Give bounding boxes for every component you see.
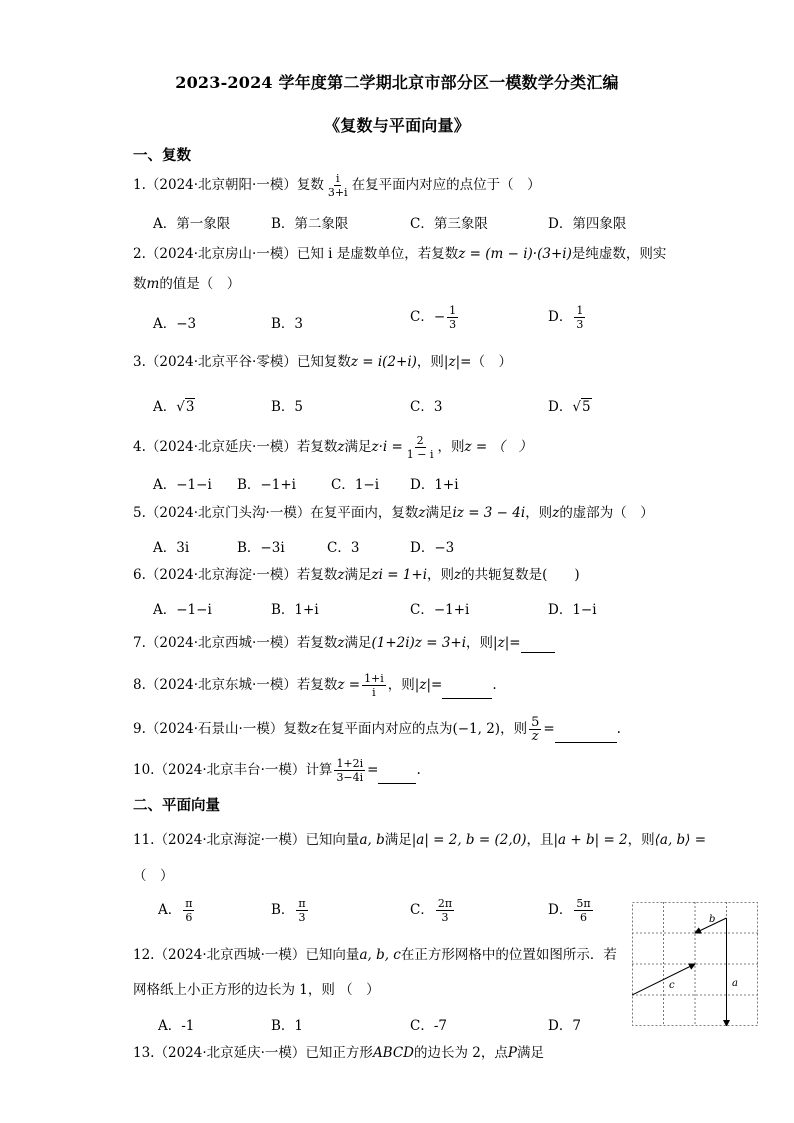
question-1: 1.（2024·北京朝阳·一模）复数 $\frac{i}{3+i}$ 在复平面内对应的点位于（ ） [133,172,541,199]
option-b[interactable]: B． $\frac{\pi}{3}$ [271,897,306,924]
answer-blank[interactable] [442,684,492,699]
question-5: 5.（2024·北京门头沟·一模）在复平面内，复数z满足iz = 3 − 4i，则z的虚部为（ ） [133,505,654,521]
option-a[interactable]: A．3i [153,540,190,556]
option-a[interactable]: A．−3 [153,316,197,332]
option-a[interactable]: A．−1−i [153,477,212,493]
option-b[interactable]: B．−1+i [237,477,296,493]
question-10: 10.（2024·北京丰台·一模）计算 $\frac{1+2i}{3-4i}$ = . [133,757,421,784]
option-d[interactable]: D．1+i [410,477,459,493]
question-13: 13.（2024·北京延庆·一模）已知正方形ABCD的边长为 2，点P满足 [133,1045,544,1061]
section-heading-vectors: 二、平面向量 [133,797,220,814]
option-c[interactable]: C．− $\frac{1}{3}$ [410,304,457,331]
option-c[interactable]: C．1−i [331,477,380,493]
option-b[interactable]: B．1 [271,1018,304,1034]
option-c[interactable]: C．−1+i [410,602,470,618]
option-d[interactable]: D． $\frac{1}{3}$ [548,304,584,331]
option-b[interactable]: B．−3i [237,540,285,556]
page-title: 2023-2024 学年度第二学期北京市部分区一模数学分类汇编 [175,73,619,92]
option-b[interactable]: B．3 [271,316,304,332]
page-subtitle: 《复数与平面向量》 [324,116,470,135]
option-c[interactable]: C．3 [410,399,443,415]
option-d[interactable]: D．1−i [548,602,597,618]
vector-b-label: b [709,914,716,925]
fraction: $\frac{i}{3+i}$ [327,172,348,199]
option-d[interactable]: D．7 [548,1018,581,1034]
option-a[interactable]: A．第一象限 [153,216,231,232]
question-8: 8.（2024·北京东城·一模）若复数z = $\frac{1+i}{i}$ ，则|z|= . [133,672,497,699]
option-c[interactable]: C．-7 [410,1018,447,1034]
option-d[interactable]: D．√5 [548,399,591,415]
vector-a-label: a [732,978,738,989]
option-b[interactable]: B．1+i [271,602,319,618]
answer-blank[interactable] [521,638,555,653]
question-9: 9.（2024·石景山·一模）复数z在复平面内对应的点为(−1, 2)，则 $\frac{5}{z}$ = . [133,715,621,744]
option-b[interactable]: B．第二象限 [271,216,349,232]
answer-blank[interactable] [378,769,416,784]
option-a[interactable]: A． $\frac{\pi}{6}$ [158,897,193,924]
option-d[interactable]: D．−3 [410,540,455,556]
option-c[interactable]: C．3 [327,540,360,556]
question-4: 4.（2024·北京延庆·一模）若复数z满足z·i = $\frac{2}{1 - i}$ ，则z = （ ） [133,434,533,461]
question-7: 7.（2024·北京西城·一模）若复数z满足(1+2i)z = 3+i，则|z|= [133,633,555,653]
question-11: 11.（2024·北京海淀·一模）已知向量a, b满足|a| = 2, b = (2,0)，且|a + b| = 2，则⟨a, b⟩ = [133,832,707,848]
question-12-line-2: 网格纸上小正方形的边长为 1，则 （ ） [133,982,380,998]
option-a[interactable]: A．−1−i [153,602,212,618]
vector-grid-figure [632,902,758,1026]
section-heading-complex: 一、复数 [133,147,191,164]
answer-blank[interactable] [555,728,617,743]
question-6: 6.（2024·北京海淀·一模）若复数z满足zi = 1+i，则z的共轭复数是( ) [133,567,580,583]
option-b[interactable]: B．5 [271,399,304,415]
option-c[interactable]: C． $\frac{2\pi}{3}$ [410,897,453,924]
option-d[interactable]: D．第四象限 [548,216,627,232]
question-2: 2.（2024·北京房山·一模）已知 i 是虚数单位，若复数z = (m − i)·(3+i)是纯虚数，则实 [133,246,667,262]
option-a[interactable]: A．√3 [153,399,195,415]
question-12: 12.（2024·北京西城·一模）已知向量a, b, c在正方形网格中的位置如图所示．若 [133,947,617,963]
vector-c-label: c [669,980,675,991]
option-c[interactable]: C．第三象限 [410,216,488,232]
option-d[interactable]: D． $\frac{5\pi}{6}$ [548,897,591,924]
option-a[interactable]: A．-1 [158,1018,195,1034]
question-11-line-2: （ ） [133,868,174,884]
question-3: 3.（2024·北京平谷·零模）已知复数z = i(2+i)，则|z|=（ ） [133,354,512,370]
question-2-line-2: 数m的值是（ ） [133,276,241,292]
